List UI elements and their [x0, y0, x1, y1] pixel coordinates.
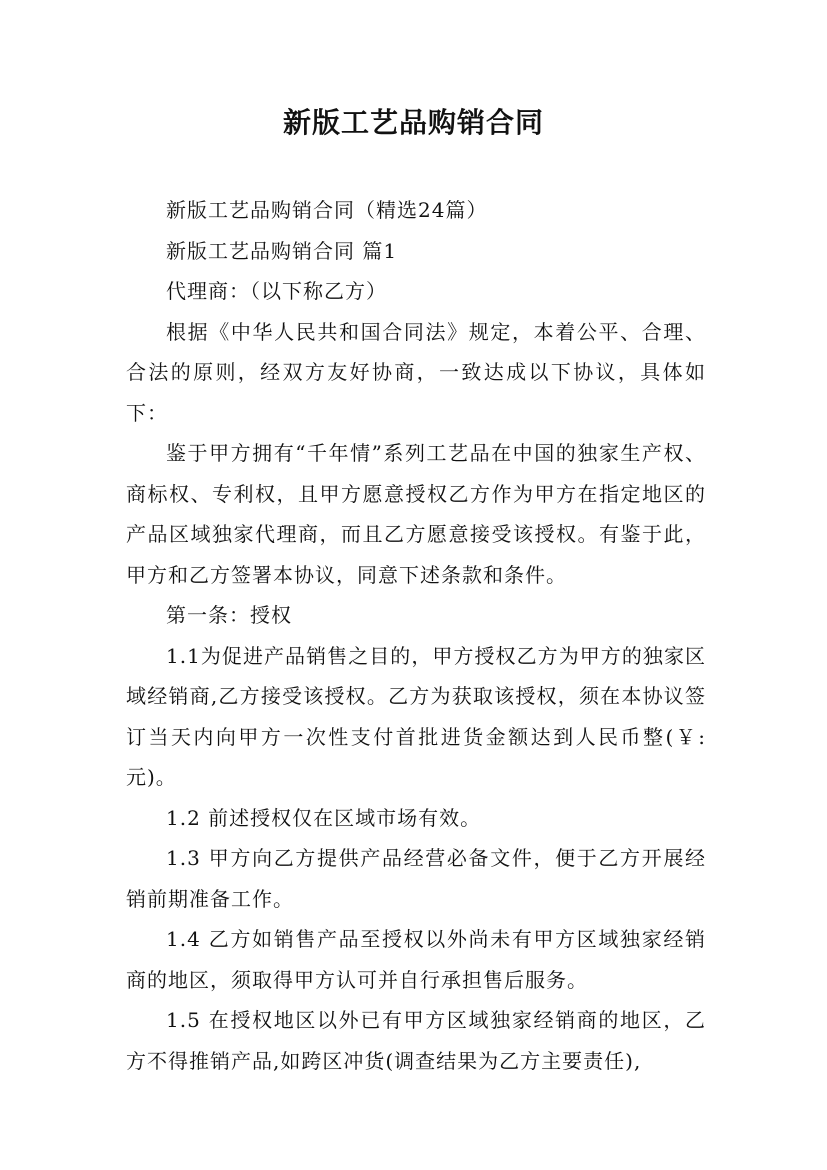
document-title: 新版工艺品购销合同 [282, 106, 544, 139]
document-body [126, 190, 706, 1081]
paragraph-basis: 根据《中华人民共和国合同法》规定，本着公平、合理、合法的原则，经双方友好协商，一致达成以下协议，具体如下： [126, 319, 706, 425]
paragraph-clause-1-4: 1.4 乙方如销售产品至授权以外尚未有甲方区域独家经销商的地区，须取得甲方认可并自行承担售后服务。 [126, 927, 706, 992]
paragraph-clause-1-3: 1.3 甲方向乙方提供产品经营必备文件，便于乙方开展经销前期准备工作。 [126, 846, 706, 911]
paragraph-article-1-heading: 第一条：授权 [166, 603, 292, 627]
paragraph-clause-1-5: 1.5 在授权地区以外已有甲方区域独家经销商的地区，乙方不得推销产品,如跨区冲货(调查结果为乙方主要责任), [126, 1008, 706, 1073]
paragraph-clause-1-2: 1.2 前述授权仅在区域市场有效。 [166, 805, 482, 830]
paragraph-agent: 代理商：（以下称乙方） [166, 279, 387, 303]
paragraph-chapter-heading: 新版工艺品购销合同 篇1 [166, 238, 398, 263]
paragraph-recital: 鉴于甲方拥有“千年情”系列工艺品在中国的独家生产权、商标权、专利权，且甲方愿意授权乙方作为甲方在指定地区的产品区域独家代理商，而且乙方愿意接受该授权。有鉴于此，甲方和乙方签署本协议，同意下述条款和条件。 [126, 441, 706, 587]
paragraph-clause-1-1: 1.1为促进产品销售之目的，甲方授权乙方为甲方的独家区域经销商,乙方接受该授权。乙方为获取该授权，须在本协议签订当天内向甲方一次性支付首批进货金额达到人民币整(￥:元)。 [126, 643, 706, 789]
paragraph-subtitle: 新版工艺品购销合同（精选24篇） [166, 198, 488, 222]
